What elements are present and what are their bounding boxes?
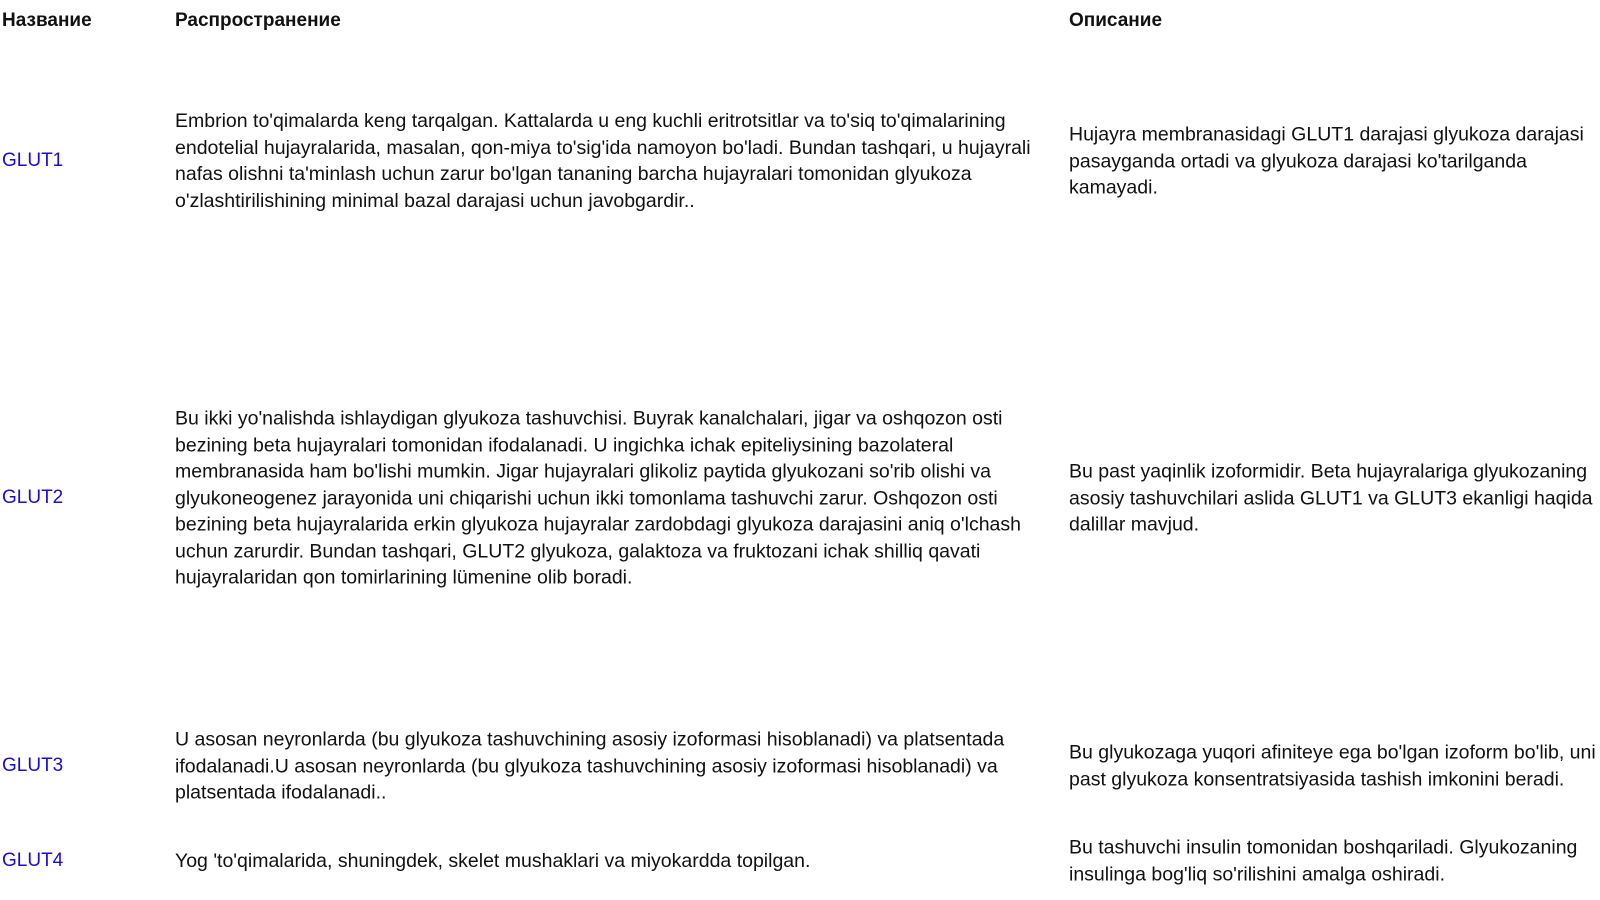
glut1-link[interactable]: GLUT1 — [2, 150, 64, 171]
glut4-link[interactable]: GLUT4 — [2, 850, 64, 871]
column-header-name: Название — [2, 10, 92, 31]
column-header-distribution: Распространение — [175, 10, 341, 31]
glut1-distribution-text: Embrion to'qimalarda keng tarqalgan. Kattalarda u eng kuchli eritrotsitlar va to'siq to'qimalarining endotelial hujayralarida, masalan, qon-miya to'sig'ida namoyon bo'ladi. Bundan tashqari, u hujayrali nafas olishni ta'minlash uchun zarur bo'lgan tananing barcha hujayralari tomonidan glyukoza o'zlashtirilishining minimal bazal darajasi uchun javobgardir.. — [175, 110, 1031, 212]
column-header-description: Описание — [1069, 10, 1163, 31]
glut1-description-text: Hujayra membranasidagi GLUT1 darajasi glyukoza darajasi pasayganda ortadi va glyukoza darajasi ko'tarilganda kamayadi. — [1069, 123, 1584, 199]
glut2-description-text: Bu past yaqinlik izoformidir. Beta hujayralariga glyukozaning asosiy tashuvchilari aslida GLUT1 va GLUT3 ekanligi haqida dalillar mavjud. — [1069, 460, 1593, 536]
glut3-description-text: Bu glyukozaga yuqori afiniteye ega bo'lgan izoform bo'lib, uni past glyukoza konsentratsiyasida tashish imkonini beradi. — [1069, 741, 1596, 790]
table-row-glut2-name — [2, 485, 162, 511]
glut3-link[interactable]: GLUT3 — [2, 755, 64, 776]
glut3-distribution-text: U asosan neyronlarda (bu glyukoza tashuvchining asosiy izoformasi hisoblanadi) va platsentada ifodalanadi.U asosan neyronlarda (bu glyukoza tashuvchining asosiy izoformasi hisoblanadi) va platsentada ifodalanadi.. — [175, 728, 1005, 804]
glut2-link[interactable]: GLUT2 — [2, 487, 64, 508]
glut2-distribution-text: Bu ikki yo'nalishda ishlaydigan glyukoza tashuvchisi. Buyrak kanalchalari, jigar va oshqozon osti bezining beta hujayralari tomonidan ifodalanadi. U ingichka ichak epiteliysining bazolateral membranasida ham bo'lishi mumkin. Jigar hujayralari glikoliz paytida glyukozani so'rib olishi va glyukoneogenez jarayonida uni chiqarishi uchun ikki tomonlama tashuvchi zarur. Oshqozon osti bezining beta hujayralarida erkin glyukoza hujayralar zardobdagi glyukoza darajasini aniq o'lchash uchun zarurdir. Bundan tashqari, GLUT2 glyukoza, galaktoza va fruktozani ichak shilliq qavati hujayralaridan qon tomirlarining lümenine olib boradi. — [175, 407, 1021, 589]
glut4-distribution-text: Yog 'to'qimalarida, shuningdek, skelet mushaklari va miyokardda topilgan. — [175, 849, 811, 872]
table-row-glut1-name — [2, 148, 162, 174]
table-row-glut4-name — [2, 848, 162, 874]
glut4-description-text: Bu tashuvchi insulin tomonidan boshqariladi. Glyukozaning insulinga bog'liq so'rilishini amalga oshiradi. — [1069, 836, 1578, 885]
table-row-glut3-name — [2, 753, 162, 779]
